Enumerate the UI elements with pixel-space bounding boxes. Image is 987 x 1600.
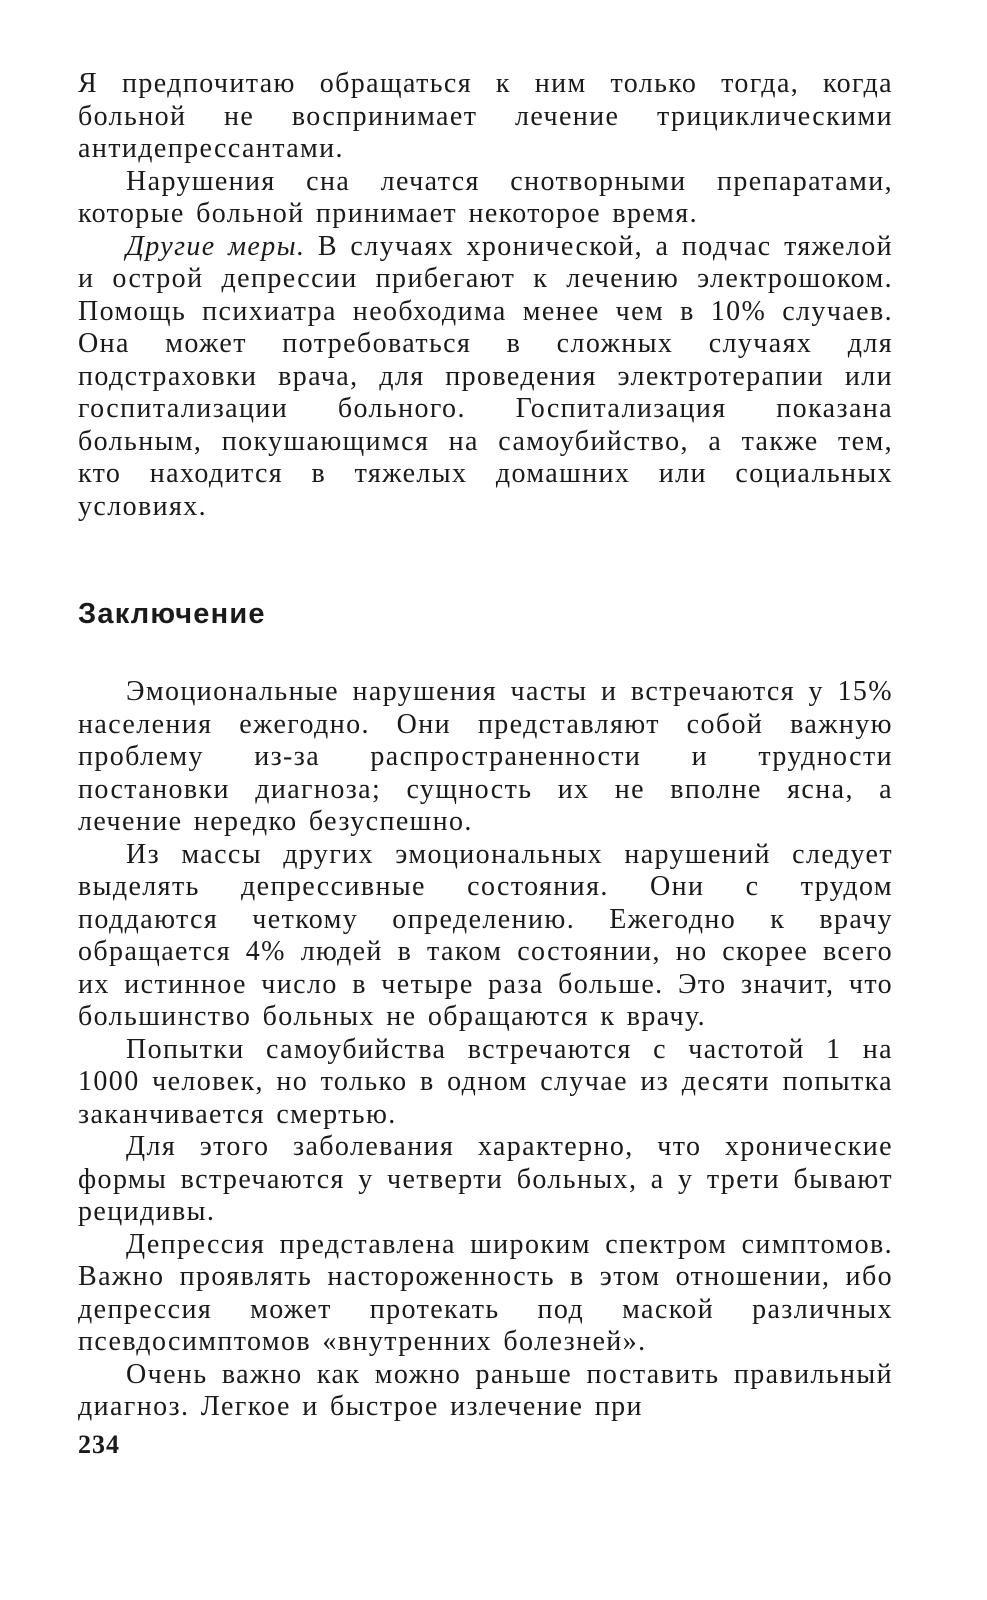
paragraph-symptom-spectrum: Депрессия представлена широким спектром симптомов. Важно проявлять настороженность в этом отношении, ибо депрессия может протекать под маской различных псевдосимптомов «внутренних болезней».	[78, 1228, 893, 1357]
paragraph-depressive-states: Из массы других эмоциональных нарушений следует выделять депрессивные состояния. Они с трудом поддаются четкому определению. Ежегодно к врачу обращается 4% людей в таком состоянии, но скорее всего их истинное число в четыре раза больше. Это значит, что большинство больных не обращаются к врачу.	[78, 838, 893, 1032]
paragraph-chronic-forms: Для этого заболевания характерно, что хронические формы встречаются у четверти больных, а у трети бывают рецидивы.	[78, 1131, 893, 1227]
page-number: 234	[78, 1430, 120, 1459]
paragraph-suicide-attempts: Попытки самоубийства встречаются с частотой 1 на 1000 человек, но только в одном случае из десяти попытка заканчивается смертью.	[78, 1033, 893, 1130]
paragraph-sleep-disorders: Нарушения сна лечатся снотворными препаратами, которые больной принимает некоторое время.	[78, 165, 893, 229]
paragraph-other-measures	[78, 231, 893, 524]
paragraph-tricyclic: Я предпочитаю обращаться к ним только тогда, когда больной не воспринимает лечение трициклическими антидепрессантами.	[78, 68, 893, 164]
book-page	[78, 68, 893, 1568]
conclusion-body	[78, 676, 893, 1424]
section-heading: Заключение	[78, 598, 266, 630]
paragraph-early-diagnosis: Очень важно как можно раньше поставить правильный диагноз. Легкое и быстрое излечение при	[78, 1358, 893, 1422]
paragraph-prevalence: Эмоциональные нарушения часты и встречаются у 15% населения ежегодно. Они представляют собой важную проблему из-за распространенности и трудности постановки диагноза; сущность их не вполне ясна, а лечение нередко безуспешно.	[78, 676, 893, 837]
section-top	[78, 68, 893, 523]
other-measures-text: В случаях хронической, а подчас тяжелой и острой депрессии прибегают к лечению электрошоком. Помощь психиатра необходима менее чем в 10% случаев. Она может потребоваться в сложных случаях для подстраховки врача, для проведения электротерапии или госпитализации больного. Госпитализация показана больным, покушающимся на самоубийство, а также тем, кто находится в тяжелых домашних или социальных условиях.	[78, 230, 893, 522]
other-measures-lead: Другие меры.	[126, 230, 306, 262]
